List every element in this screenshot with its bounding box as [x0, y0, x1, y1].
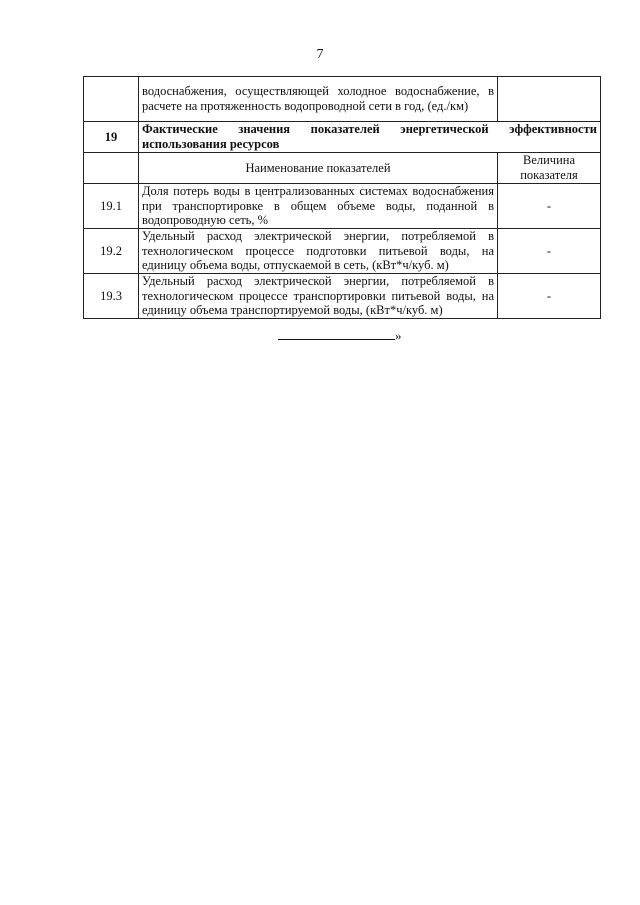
section-title-line2: использования ресурсов	[142, 137, 280, 151]
continuation-number-cell	[84, 77, 139, 122]
section-row	[84, 122, 601, 153]
header-number-cell	[84, 153, 139, 184]
table-row	[84, 229, 601, 274]
continuation-row	[84, 77, 601, 122]
continuation-text: водоснабжения, осуществляющей холодное водоснабжение, в расчете на протяженность водопроводной сети в год, (ед./км)	[139, 77, 498, 122]
section-title-word: Фактические	[142, 122, 218, 137]
row-number: 19.3	[84, 274, 139, 319]
row-name: Доля потерь воды в централизованных системах водоснабжения при транспортировке в общем объеме воды, поданной в водопроводную сеть, %	[139, 184, 498, 229]
header-name: Наименование показателей	[139, 153, 498, 184]
row-value: -	[498, 274, 601, 319]
section-title-line1	[142, 122, 597, 137]
section-title-word: показателей	[310, 122, 380, 137]
indicators-table	[83, 76, 601, 319]
section-number: 19	[84, 122, 139, 153]
row-value: -	[498, 184, 601, 229]
row-name: Удельный расход электрической энергии, потребляемой в технологическом процессе подготовки питьевой воды, на единицу объема воды, отпускаемой в сеть, (кВт*ч/куб. м)	[139, 229, 498, 274]
table-row	[84, 274, 601, 319]
row-number: 19.2	[84, 229, 139, 274]
section-title-word: эффективности	[509, 122, 597, 137]
section-title-word: энергетической	[400, 122, 489, 137]
section-title-word: значения	[238, 122, 291, 137]
row-name: Удельный расход электрической энергии, потребляемой в технологическом процессе транспортировки питьевой воды, на единицу объема транспортируемой воды, (кВт*ч/куб. м)	[139, 274, 498, 319]
continuation-value-cell	[498, 77, 601, 122]
row-number: 19.1	[84, 184, 139, 229]
header-row	[84, 153, 601, 184]
section-title	[139, 122, 601, 153]
closing-rule	[278, 328, 395, 340]
closing-quote: »	[395, 328, 402, 343]
row-value: -	[498, 229, 601, 274]
header-value: Величина показателя	[498, 153, 601, 184]
closing-line	[278, 328, 402, 344]
page-number: 7	[316, 47, 324, 62]
table-row	[84, 184, 601, 229]
